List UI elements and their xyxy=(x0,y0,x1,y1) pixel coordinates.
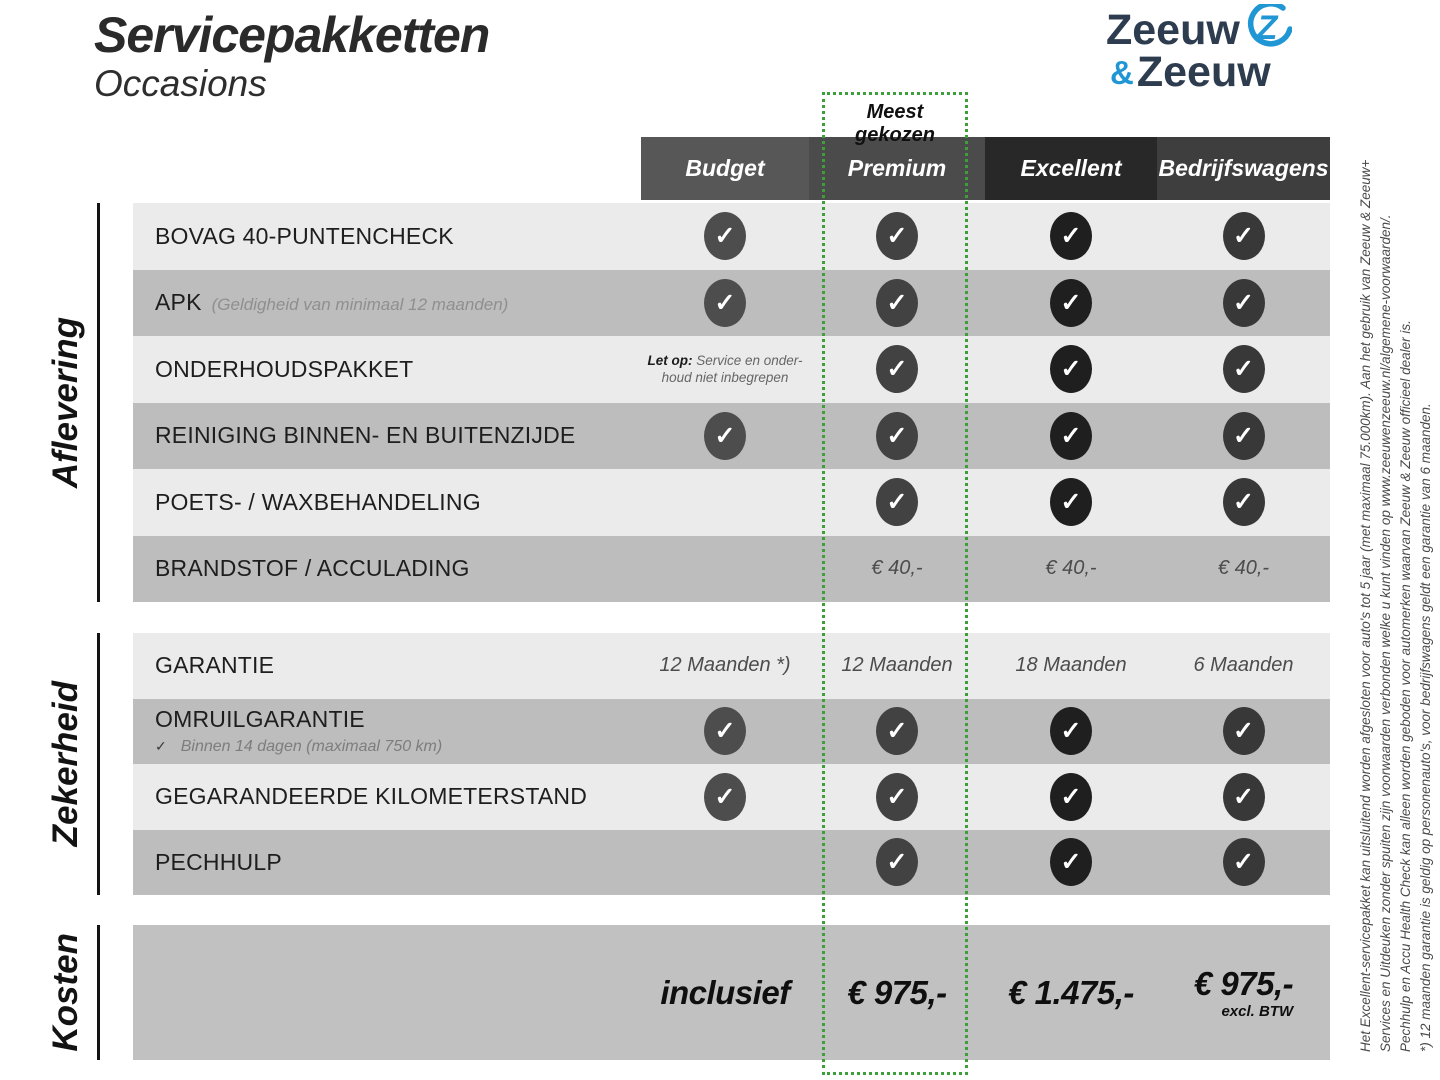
cell-budget xyxy=(641,633,809,699)
table-row xyxy=(133,469,1330,536)
feature-line xyxy=(155,652,641,679)
feature-label-cell xyxy=(133,469,641,536)
cell-budget xyxy=(641,830,809,896)
section-divider-line xyxy=(97,203,100,602)
section-divider-line xyxy=(97,925,100,1060)
table-row xyxy=(133,764,1330,830)
cell-value: 6 Maanden xyxy=(1193,654,1294,677)
table-row xyxy=(133,336,1330,403)
fine-print-line: Services en Uitdeuken zonder spuiten zijn voorwaarden verbonden welke u kunt vinden op www.zeeuwenzeeuw.nl/algemene-voorwaarden/. xyxy=(1378,214,1393,1052)
table-row xyxy=(133,925,1330,1060)
check-icon: ✓ xyxy=(876,412,918,460)
cell-bedrijfswagens xyxy=(1157,699,1330,765)
feature-inline-note: (Geldigheid van minimaal 12 maanden) xyxy=(211,295,509,315)
column-header-premium: Premium xyxy=(809,137,985,200)
price-stack xyxy=(847,974,946,1012)
check-icon: ✓ xyxy=(1050,838,1092,886)
section-divider-line xyxy=(97,633,100,895)
cell-bedrijfswagens xyxy=(1157,830,1330,896)
cell-excellent xyxy=(985,403,1157,470)
section-label-wrap xyxy=(38,925,94,1060)
fine-print-line: Het Excellent-servicepakket kan uitsluitend worden afgesloten voor auto's tot 5 jaar (met maximaal 75.000km). Aan het gebruik van Zeeuw & Zeeuw+ xyxy=(1358,159,1373,1052)
page-subtitle: Occasions xyxy=(94,63,267,104)
cell-budget xyxy=(641,336,809,403)
table-row xyxy=(133,270,1330,337)
check-icon: ✓ xyxy=(1223,478,1265,526)
check-icon: ✓ xyxy=(1223,279,1265,327)
feature-label: OMRUILGARANTIE xyxy=(155,706,365,733)
feature-label-cell xyxy=(133,699,641,765)
page-title: Servicepakketten xyxy=(94,7,490,63)
cell-excellent xyxy=(985,469,1157,536)
section-label: Kosten xyxy=(46,933,85,1052)
check-icon: ✓ xyxy=(1050,412,1092,460)
logo-word-1: Zeeuw xyxy=(1106,5,1240,54)
cell-bedrijfswagens xyxy=(1157,633,1330,699)
check-icon: ✓ xyxy=(876,345,918,393)
price-stack xyxy=(1194,965,1293,1020)
price-value: € 975,- xyxy=(847,973,947,1011)
table-row xyxy=(133,536,1330,603)
cell-value: 12 Maanden xyxy=(841,654,953,677)
svg-text:Z: Z xyxy=(1256,9,1278,47)
table-row xyxy=(133,699,1330,765)
cell-premium xyxy=(809,403,985,470)
column-header-excellent: Excellent xyxy=(985,137,1157,200)
cell-excellent xyxy=(985,925,1157,1060)
cell-premium xyxy=(809,699,985,765)
cell-excellent xyxy=(985,336,1157,403)
feature-line xyxy=(155,223,641,250)
feature-label: REINIGING BINNEN- EN BUITENZIJDE xyxy=(155,422,576,449)
check-icon: ✓ xyxy=(1223,345,1265,393)
feature-line xyxy=(155,422,641,449)
cell-bedrijfswagens xyxy=(1157,925,1330,1060)
cell-budget xyxy=(641,203,809,270)
price-sub-label: excl. BTW xyxy=(1221,1003,1294,1020)
feature-label-cell xyxy=(133,270,641,337)
feature-label: BRANDSTOF / ACCULADING xyxy=(155,555,470,582)
feature-line xyxy=(155,289,641,316)
cell-bedrijfswagens xyxy=(1157,270,1330,337)
check-icon: ✓ xyxy=(876,707,918,755)
feature-line xyxy=(155,489,641,516)
price-value: € 1.475,- xyxy=(1008,973,1134,1011)
cell-bedrijfswagens xyxy=(1157,469,1330,536)
cell-budget xyxy=(641,536,809,603)
check-icon: ✓ xyxy=(876,773,918,821)
section-rows xyxy=(133,925,1330,1060)
cell-bedrijfswagens xyxy=(1157,764,1330,830)
feature-label-cell xyxy=(133,336,641,403)
feature-label-cell xyxy=(133,403,641,470)
feature-label: GEGARANDEERDE KILOMETERSTAND xyxy=(155,783,588,810)
logo-word-2: Zeeuw xyxy=(1136,48,1271,96)
feature-line xyxy=(155,356,641,383)
most-chosen-label: Meest gekozen xyxy=(854,101,936,146)
feature-label: PECHHULP xyxy=(155,848,282,875)
cell-premium xyxy=(809,536,985,603)
check-icon: ✓ xyxy=(1223,707,1265,755)
feature-label-cell xyxy=(133,633,641,699)
fine-print-line: *) 12 maanden garantie is geldig op personenauto's, voor bedrijfswagens geldt een garantie van 6 maanden. xyxy=(1418,403,1433,1052)
logo-ampersand: & xyxy=(1110,53,1134,91)
check-icon: ✓ xyxy=(1223,838,1265,886)
cell-bedrijfswagens xyxy=(1157,203,1330,270)
check-icon: ✓ xyxy=(876,838,918,886)
check-icon: ✓ xyxy=(876,478,918,526)
feature-sub-note-text: Binnen 14 dagen (maximaal 750 km) xyxy=(180,738,443,756)
cell-excellent xyxy=(985,270,1157,337)
cell-value: € 40,- xyxy=(871,557,923,580)
section-label: Aflevering xyxy=(46,316,85,489)
section-rows xyxy=(133,203,1330,602)
cell-premium xyxy=(809,764,985,830)
price-stack xyxy=(660,974,789,1012)
cell-premium xyxy=(809,203,985,270)
cell-excellent xyxy=(985,830,1157,896)
feature-label-cell xyxy=(133,203,641,270)
cell-value: € 40,- xyxy=(1217,557,1270,580)
check-icon: ✓ xyxy=(704,707,746,755)
check-icon: ✓ xyxy=(1050,707,1092,755)
cell-premium xyxy=(809,830,985,896)
cell-budget xyxy=(641,764,809,830)
check-icon: ✓ xyxy=(1050,773,1092,821)
cell-premium xyxy=(809,270,985,337)
check-icon: ✓ xyxy=(1223,773,1265,821)
feature-label: GARANTIE xyxy=(155,652,275,679)
cell-premium xyxy=(809,469,985,536)
feature-line xyxy=(155,783,641,810)
fine-print-line: Pechhulp en Accu Health Check kan alleen worden geboden voor automerken waarvan Zeeuw & Zeeuw officieel dealer is. xyxy=(1398,320,1413,1052)
table-row xyxy=(133,203,1330,270)
table-row xyxy=(133,830,1330,896)
check-icon: ✓ xyxy=(1050,345,1092,393)
check-icon: ✓ xyxy=(1050,478,1092,526)
cell-budget xyxy=(641,699,809,765)
check-icon: ✓ xyxy=(876,279,918,327)
section-rows xyxy=(133,633,1330,895)
cell-bedrijfswagens xyxy=(1157,336,1330,403)
feature-line xyxy=(155,706,641,733)
check-icon: ✓ xyxy=(1050,212,1092,260)
column-header-bedrijfswagens: Bedrijfswagens xyxy=(1157,137,1330,200)
fine-print xyxy=(1356,108,1440,1052)
price-value: inclusief xyxy=(660,973,790,1011)
price-stack xyxy=(1008,974,1134,1012)
feature-label: BOVAG 40-PUNTENCHECK xyxy=(155,222,454,249)
table-row xyxy=(133,633,1330,699)
cell-bedrijfswagens xyxy=(1157,403,1330,470)
feature-line xyxy=(155,849,641,876)
feature-label: POETS- / WAXBEHANDELING xyxy=(155,488,481,515)
feature-label: ONDERHOUDSPAKKET xyxy=(155,355,414,382)
cell-excellent xyxy=(985,536,1157,603)
cell-premium xyxy=(809,633,985,699)
price-value: € 975,- xyxy=(1193,965,1294,1002)
feature-label-cell xyxy=(133,536,641,603)
cell-note: Let op: Service en onder- houd niet inbegrepen xyxy=(647,352,803,386)
check-icon: ✓ xyxy=(1223,212,1265,260)
small-check-icon: ✓ xyxy=(155,738,167,755)
check-icon: ✓ xyxy=(704,773,746,821)
cell-excellent xyxy=(985,764,1157,830)
cell-budget xyxy=(641,403,809,470)
cell-excellent xyxy=(985,699,1157,765)
cell-budget xyxy=(641,925,809,1060)
cell-excellent xyxy=(985,633,1157,699)
section-label-wrap xyxy=(38,633,94,895)
cell-bedrijfswagens xyxy=(1157,536,1330,603)
check-icon: ✓ xyxy=(1223,412,1265,460)
cell-value: 18 Maanden xyxy=(1015,654,1127,677)
feature-label-cell xyxy=(133,925,641,1060)
check-icon: ✓ xyxy=(876,212,918,260)
feature-label: APK xyxy=(155,289,202,316)
column-header-budget: Budget xyxy=(641,137,809,200)
cell-excellent xyxy=(985,203,1157,270)
feature-label-cell xyxy=(133,830,641,896)
cell-premium xyxy=(809,925,985,1060)
cell-value: 12 Maanden *) xyxy=(659,654,791,677)
feature-sub-note xyxy=(155,738,641,756)
check-icon: ✓ xyxy=(704,279,746,327)
check-icon: ✓ xyxy=(704,412,746,460)
cell-premium xyxy=(809,336,985,403)
section-label-wrap xyxy=(38,203,94,602)
feature-line xyxy=(155,555,641,582)
cell-budget xyxy=(641,270,809,337)
cell-budget xyxy=(641,469,809,536)
section-label: Zekerheid xyxy=(46,681,85,847)
cell-value: € 40,- xyxy=(1045,557,1097,580)
check-icon: ✓ xyxy=(1050,279,1092,327)
feature-label-cell xyxy=(133,764,641,830)
check-icon: ✓ xyxy=(704,212,746,260)
table-row xyxy=(133,403,1330,470)
